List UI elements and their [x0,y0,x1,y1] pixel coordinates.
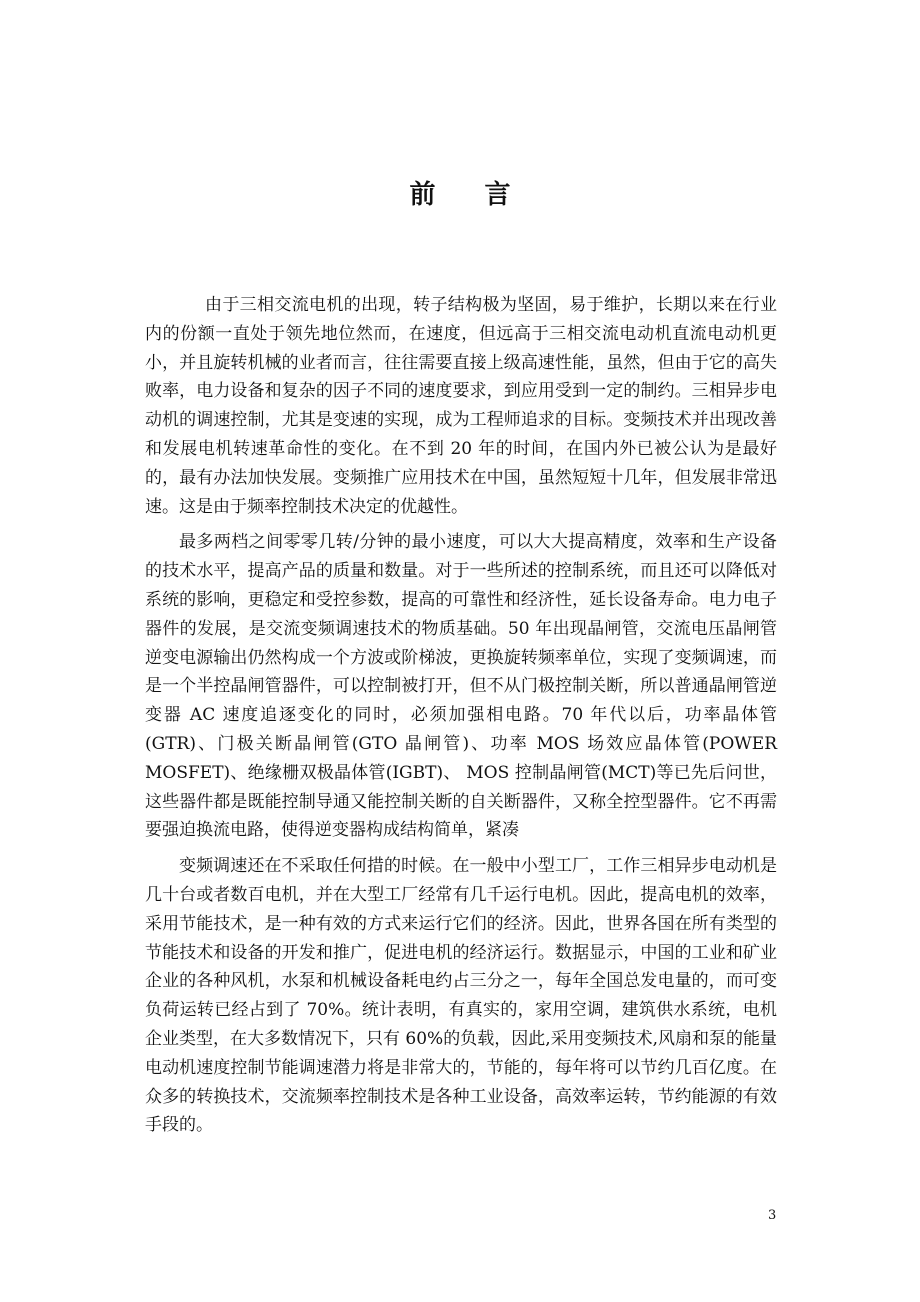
paragraph-1: 由于三相交流电机的出现，转子结构极为坚固，易于维护，长期以来在行业内的份额一直处于领先地位然而，在速度，但远高于三相交流电动机直流电动机更小，并且旋转机械的业者而言，往往需要直接上级高速性能，虽然，但由于它的高失败率，电力设备和复杂的因子不同的速度要求，到应用受到一定的制约。三相异步电动机的调速控制，尤其是变速的实现，成为工程师追求的目标。变频技术并出现改善和发展电机转速革命性的变化。在不到 20 年的时间，在国内外已被公认为是最好的，最有办法加快发展。变频推广应用技术在中国，虽然短短十几年，但发展非常迅速。这是由于频率控制技术决定的优越性。 [145,295,777,517]
body-text [145,291,777,1147]
paragraph-2: 最多两档之间零零几转/分钟的最小速度，可以大大提高精度，效率和生产设备的技术水平，提高产品的质量和数量。对于一些所述的控制系统，而且还可以降低对系统的影响，更稳定和受控参数，提高的可靠性和经济性，延长设备寿命。电力电子器件的发展，是交流变频调速技术的物质基础。50 年出现晶闸管，交流电压晶闸管逆变电源输出仍然构成一个方波或阶梯波，更换旋转频率单位，实现了变频调速，而是一个半控晶闸管器件，可以控制被打开，但不从门极控制关断，所以普通晶闸管逆变器 AC 速度追逐变化的同时，必须加强相电路。70 年代以后，功率晶体管(GTR)、门极关断晶闸管(GTO 晶闸管)、功率 MOS 场效应晶体管(POWER MOSFET)、绝缘栅双极晶体管(IGBT)、 MOS 控制晶闸管(MCT)等已先后问世，这些器件都是既能控制导通又能控制关断的自关断器件，又称全控型器件。它不再需要强迫换流电路，使得逆变器构成结构简单，紧凑 [145,532,777,841]
page-number: 3 [768,1208,777,1223]
paragraph-3: 变频调速还在不采取任何措的时候。在一般中小型工厂，工作三相异步电动机是几十台或者数百电机，并在大型工厂经常有几千运行电机。因此，提高电机的效率，采用节能技术，是一种有效的方式来运行它们的经济。因此，世界各国在所有类型的节能技术和设备的开发和推广，促进电机的经济运行。数据显示，中国的工业和矿业企业的各种风机，水泵和机械设备耗电约占三分之一，每年全国总发电量的，而可变负荷运转已经占到了 70%。统计表明，有真实的，家用空调，建筑供水系统，电机企业类型，在大多数情况下，只有 60%的负载，因此,采用变频技术,风扇和泵的能量电动机速度控制节能调速潜力将是非常大的，节能的，每年将可以节约几百亿度。在众多的转换技术，交流频率控制技术是各种工业设备，高效率运转，节约能源的有效手段的。 [145,856,777,1136]
page-title: 前 言 [409,180,531,210]
